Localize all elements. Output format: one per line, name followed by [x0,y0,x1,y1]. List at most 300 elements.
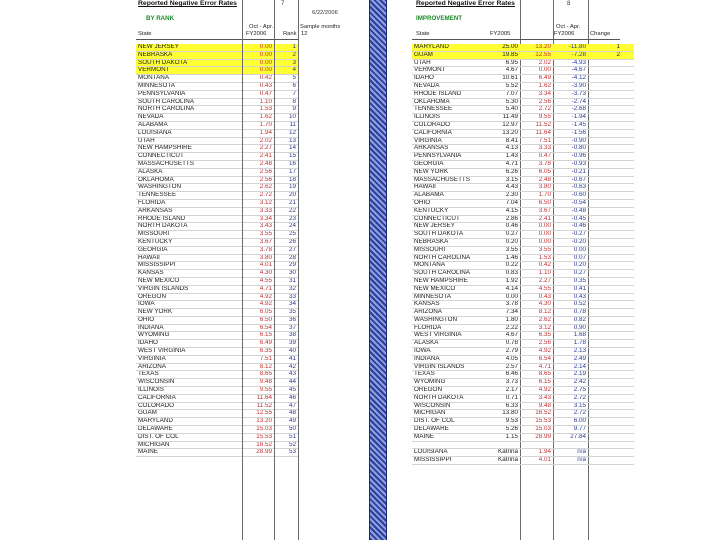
row-mark-cell [588,254,622,262]
rate-cell: 16.52 [242,441,274,449]
state-cell: MASSACHUSETTS [136,160,242,168]
improvement-sheet-mark: 8 [567,1,571,7]
rate-cell: 0.00 [242,59,274,67]
change-cell: 2.19 [553,371,588,379]
spacer-cell [622,379,634,387]
table-row [412,348,634,356]
fy2005-cell: 6.46 [486,371,520,379]
spacer-cell [622,114,634,122]
state-cell: ILLINOIS [412,114,486,122]
state-cell: UTAH [412,59,486,67]
fy2005-cell: 2.22 [486,324,520,332]
row-mark-cell [588,379,622,387]
rate-cell: 6.49 [242,340,274,348]
table-row [412,90,634,98]
table-row [412,114,634,122]
state-cell: ALABAMA [412,192,486,200]
state-cell: OHIO [136,316,242,324]
table-row [412,418,634,426]
change-cell: -0.45 [553,215,588,223]
rate-cell: 15.53 [242,433,274,441]
spacer-cell [622,418,634,426]
state-cell: DIST. OF COL [412,418,486,426]
fy2005-cell: Katrina [486,449,520,457]
spacer-cell [622,98,634,106]
spacer-cell [622,355,634,363]
row-mark-cell [588,332,622,340]
state-cell: SOUTH CAROLINA [412,270,486,278]
fy2005-cell: 10.61 [486,75,520,83]
rank-cell: 29 [274,262,298,270]
change-cell: -0.63 [553,184,588,192]
change-cell: -1.56 [553,129,588,137]
rate-cell: 8.12 [242,363,274,371]
spacer-cell [622,410,634,418]
fy2005-cell: 4.15 [486,207,520,215]
fy2006-cell: 7.51 [520,137,553,145]
rate-cell: 2.27 [242,145,274,153]
fy2005-cell: 2.57 [486,363,520,371]
change-cell: -3.90 [553,82,588,90]
row-mark-cell [588,90,622,98]
rate-cell: 6.54 [242,324,274,332]
change-cell: n/a [553,457,588,465]
row-mark-cell [588,176,622,184]
state-cell: LOUISIANA [412,449,486,457]
rate-cell: 11.64 [242,394,274,402]
table-row [412,106,634,114]
fy2006-cell: 6.49 [520,75,553,83]
state-cell: GEORGIA [412,160,486,168]
spacer-cell [622,246,634,254]
rate-cell: 12.55 [242,410,274,418]
empty-cell [553,441,588,449]
rate-cell: 4.71 [242,285,274,293]
rate-cell: 3.55 [242,231,274,239]
spacer-cell [622,215,634,223]
row-mark-cell [588,59,622,67]
state-cell: VIRGINIA [412,137,486,145]
spacer-cell [622,59,634,67]
fy2006-cell: 4.55 [520,285,553,293]
table-row [412,394,634,402]
spacer-cell [622,457,634,465]
row-mark-cell [588,168,622,176]
change-cell: n/a [553,449,588,457]
state-cell: GUAM [412,51,486,59]
rate-cell: 1.53 [242,106,274,114]
fy2006-cell: 13.20 [520,44,553,51]
fy2006-cell: 3.12 [520,324,553,332]
spacer-cell [622,394,634,402]
change-cell: -1.94 [553,114,588,122]
state-cell: OREGON [136,293,242,301]
rate-cell: 7.51 [242,355,274,363]
rate-cell: 6.15 [242,332,274,340]
fy2006-cell: 1.62 [520,82,553,90]
spacer-cell [622,176,634,184]
rate-cell: 1.62 [242,114,274,122]
fy2005-cell: 0.46 [486,223,520,231]
row-mark-cell [588,215,622,223]
fy2005-cell: 4.13 [486,145,520,153]
row-mark-cell [588,231,622,239]
state-cell: SOUTH DAKOTA [412,231,486,239]
col-sample-months: Sample months [300,24,341,30]
rank-cell: 37 [274,324,298,332]
change-cell: 2.42 [553,379,588,387]
spacer-cell [622,402,634,410]
row-mark-cell [588,246,622,254]
row-mark-cell: 2 [588,51,622,59]
state-cell: COLORADO [412,121,486,129]
fy2005-cell: 5.52 [486,82,520,90]
spacer-cell [622,270,634,278]
spacer-cell [622,301,634,309]
row-mark-cell [588,309,622,317]
spacer-cell [622,231,634,239]
change-cell: 0.00 [553,246,588,254]
state-cell: NEW YORK [412,168,486,176]
state-cell: NEW MEXICO [412,285,486,293]
table-row [412,426,634,434]
state-cell: OKLAHOMA [136,176,242,184]
change-cell: 2.13 [553,348,588,356]
fy2005-cell: 4.67 [486,332,520,340]
state-cell: INDIANA [136,324,242,332]
rate-cell: 4.92 [242,293,274,301]
empty-cell [520,441,553,449]
fy2005-cell: 0.00 [486,293,520,301]
rank-cell: 17 [274,168,298,176]
fy2006-cell: 2.41 [520,215,553,223]
state-cell: NORTH DAKOTA [412,394,486,402]
row-mark-cell [588,433,622,441]
rank-cell: 14 [274,145,298,153]
state-cell: NEBRASKA [136,51,242,59]
state-cell: UTAH [136,137,242,145]
state-cell: ARKANSAS [412,145,486,153]
state-cell: CALIFORNIA [412,129,486,137]
fy2006-cell: 2.56 [520,98,553,106]
rank-cell: 36 [274,316,298,324]
state-cell: IDAHO [412,75,486,83]
rank-cell: 40 [274,348,298,356]
fy2006-cell: 12.55 [520,51,553,59]
rank-sheet-title: Reported Negative Error Rates [138,0,237,7]
rate-cell: 3.34 [242,215,274,223]
fy2006-cell: 1.53 [520,254,553,262]
rate-cell: 9.55 [242,387,274,395]
table-row [412,332,634,340]
rank-cell: 16 [274,160,298,168]
fy2005-cell: 5.30 [486,98,520,106]
rank-cell: 50 [274,426,298,434]
fy2006-cell: 4.30 [520,301,553,309]
state-cell: VIRGINIA [136,355,242,363]
table-row [412,285,634,293]
fy2006-cell: 3.55 [520,246,553,254]
rate-cell: 2.41 [242,153,274,161]
state-cell: PENNSYLVANIA [412,153,486,161]
fy2006-cell: 0.00 [520,67,553,75]
row-mark-cell [588,75,622,83]
spacer-cell [622,207,634,215]
table-row [412,137,634,145]
empty-cell [486,441,520,449]
spacer-cell [622,160,634,168]
state-cell: OKLAHOMA [412,98,486,106]
fy2005-cell: 7.07 [486,90,520,98]
rank-cell: 22 [274,207,298,215]
rate-cell: 15.03 [242,426,274,434]
spacer-cell [622,309,634,317]
improvement-table [412,44,634,465]
spacer-cell [622,433,634,441]
state-cell: NORTH CAROLINA [136,106,242,114]
rank-cell: 21 [274,199,298,207]
rank-cell: 35 [274,309,298,317]
spacer-cell [622,90,634,98]
row-mark-cell [588,184,622,192]
empty-cell [412,441,486,449]
sheet-divider [369,0,387,540]
state-cell: NEVADA [412,82,486,90]
state-cell: LOUISIANA [136,129,242,137]
row-mark-cell [588,394,622,402]
table-row [412,246,634,254]
state-cell: KENTUCKY [412,207,486,215]
rate-cell: 6.35 [242,348,274,356]
row-mark-cell [588,262,622,270]
fy2006-cell: 28.99 [520,433,553,441]
fy2006-cell: 4.71 [520,363,553,371]
change-cell: -11.80 [553,44,588,51]
rank-subtitle: BY RANK [146,15,175,22]
state-cell: CONNECTICUT [136,153,242,161]
row-mark-cell [588,207,622,215]
rank-cell: 42 [274,363,298,371]
table-row [412,121,634,129]
state-cell: OHIO [412,199,486,207]
rate-cell: 1.94 [242,129,274,137]
fy2006-cell: 0.00 [520,223,553,231]
fy2005-cell: 0.71 [486,394,520,402]
table-row [412,59,634,67]
spacer-cell [622,348,634,356]
state-cell: WISCONSIN [412,402,486,410]
rate-cell: 2.72 [242,192,274,200]
fy2006-cell: 6.50 [520,199,553,207]
fy2005-cell: 6.26 [486,168,520,176]
table-row [412,75,634,83]
col-state-r: State [416,31,430,37]
fy2006-cell: 2.02 [520,59,553,67]
change-cell: 0.43 [553,293,588,301]
fy2006-cell: 3.34 [520,90,553,98]
table-row [412,254,634,262]
change-cell: -0.46 [553,223,588,231]
rank-cell: 9 [274,106,298,114]
fy2005-cell: 5.40 [486,106,520,114]
state-cell: KANSAS [412,301,486,309]
fy2005-cell: 25.00 [486,44,520,51]
row-mark-cell [588,449,622,457]
table-row [412,293,634,301]
row-mark-cell [588,192,622,200]
state-cell: KENTUCKY [136,238,242,246]
change-cell: -4.93 [553,59,588,67]
fy2006-cell: 11.64 [520,129,553,137]
spacer-cell [622,192,634,200]
state-cell: COLORADO [136,402,242,410]
state-cell: NEW HAMPSHIRE [136,145,242,153]
rate-cell: 4.55 [242,277,274,285]
spacer-cell [622,238,634,246]
fy2005-cell: 5.26 [486,426,520,434]
rank-cell: 48 [274,410,298,418]
rate-cell: 6.50 [242,316,274,324]
rate-cell: 4.30 [242,270,274,278]
rate-cell: 28.99 [242,449,274,457]
change-cell: -1.45 [553,121,588,129]
table-row [412,301,634,309]
fy2005-cell: 8.41 [486,137,520,145]
spacer-cell [622,426,634,434]
fy2005-cell: 3.55 [486,246,520,254]
state-cell: MASSACHUSETTS [412,176,486,184]
state-cell: NEVADA [136,114,242,122]
fy2005-cell: 1.80 [486,316,520,324]
col-rank: Rank [283,31,297,37]
rank-cell: 1 [274,44,298,51]
spacer-cell [622,51,634,59]
empty-cell [588,441,622,449]
rank-cell: 20 [274,192,298,200]
row-mark-cell [588,98,622,106]
fy2006-cell: 1.10 [520,270,553,278]
rate-cell: 13.20 [242,418,274,426]
rank-cell: 13 [274,137,298,145]
change-cell: 9.77 [553,426,588,434]
spacer-cell [622,277,634,285]
spacer-cell [622,332,634,340]
table-row [412,371,634,379]
rank-cell: 11 [274,121,298,129]
row-mark-cell [588,324,622,332]
state-cell: OREGON [412,387,486,395]
col-change: Change [590,31,611,37]
spacer-cell [622,106,634,114]
row-mark-cell [588,371,622,379]
rate-cell: 1.10 [242,98,274,106]
fy2005-cell: 7.34 [486,309,520,317]
table-row [412,316,634,324]
rank-cell: 6 [274,82,298,90]
rate-cell: 6.05 [242,309,274,317]
fy2005-cell: 7.04 [486,199,520,207]
state-cell: NEBRASKA [412,238,486,246]
state-cell: HAWAII [136,254,242,262]
spacer-cell [622,199,634,207]
table-row [412,355,634,363]
state-cell: MONTANA [412,262,486,270]
fy2005-cell: 4.05 [486,355,520,363]
fy2006-cell: 3.33 [520,145,553,153]
state-cell: MISSISSIPPI [136,262,242,270]
change-cell: 2.14 [553,363,588,371]
fy2006-cell: 0.43 [520,293,553,301]
state-cell: NORTH CAROLINA [412,254,486,262]
change-cell: -0.21 [553,168,588,176]
fy2006-cell: 9.48 [520,402,553,410]
table-row [412,51,634,59]
state-cell: VIRGIN ISLANDS [412,363,486,371]
spacer-cell [622,184,634,192]
fy2006-cell: 1.94 [520,449,553,457]
state-cell: MISSISSIPPI [412,457,486,465]
rank-cell: 10 [274,114,298,122]
state-cell: NEW YORK [136,309,242,317]
fy2006-cell: 9.55 [520,114,553,122]
change-cell: -0.93 [553,160,588,168]
fy2005-cell: 19.85 [486,51,520,59]
rank-cell: 8 [274,98,298,106]
fy2006-cell: 3.43 [520,394,553,402]
row-mark-cell [588,277,622,285]
table-row [412,129,634,137]
fy2006-cell: 0.47 [520,153,553,161]
rank-cell: 26 [274,238,298,246]
state-cell: IDAHO [136,340,242,348]
fy2005-cell: 3.73 [486,379,520,387]
spacer-cell [622,316,634,324]
change-cell: -0.54 [553,199,588,207]
row-mark-cell [588,410,622,418]
row-mark-cell [588,199,622,207]
state-cell: MISSOURI [136,231,242,239]
rate-cell: 11.52 [242,402,274,410]
row-mark-cell [588,160,622,168]
fy2006-cell: 2.62 [520,316,553,324]
col-fy2005: FY2005 [490,31,511,37]
state-cell: DIST. OF COL [136,433,242,441]
state-cell: IOWA [412,348,486,356]
col-fy2006: FY2006 [246,31,267,37]
table-row [412,82,634,90]
fy2005-cell: 4.71 [486,160,520,168]
state-cell: VIRGIN ISLANDS [136,285,242,293]
row-mark-cell [588,457,622,465]
state-cell: NEW HAMPSHIRE [412,277,486,285]
rank-cell: 12 [274,129,298,137]
state-cell: MARYLAND [136,418,242,426]
table-row [412,340,634,348]
state-cell: MONTANA [136,75,242,83]
col-fy2006-r: FY2006 [554,31,575,37]
fy2005-cell: 13.20 [486,129,520,137]
row-mark-cell [588,355,622,363]
change-cell: -4.12 [553,75,588,83]
state-cell: RHODE ISLAND [412,90,486,98]
spacer-cell [622,121,634,129]
spacer-cell [622,137,634,145]
state-cell: VERMONT [136,67,242,75]
rank-cell: 38 [274,332,298,340]
spacer-cell [622,82,634,90]
row-mark-cell [588,238,622,246]
fy2005-cell: 6.95 [486,59,520,67]
